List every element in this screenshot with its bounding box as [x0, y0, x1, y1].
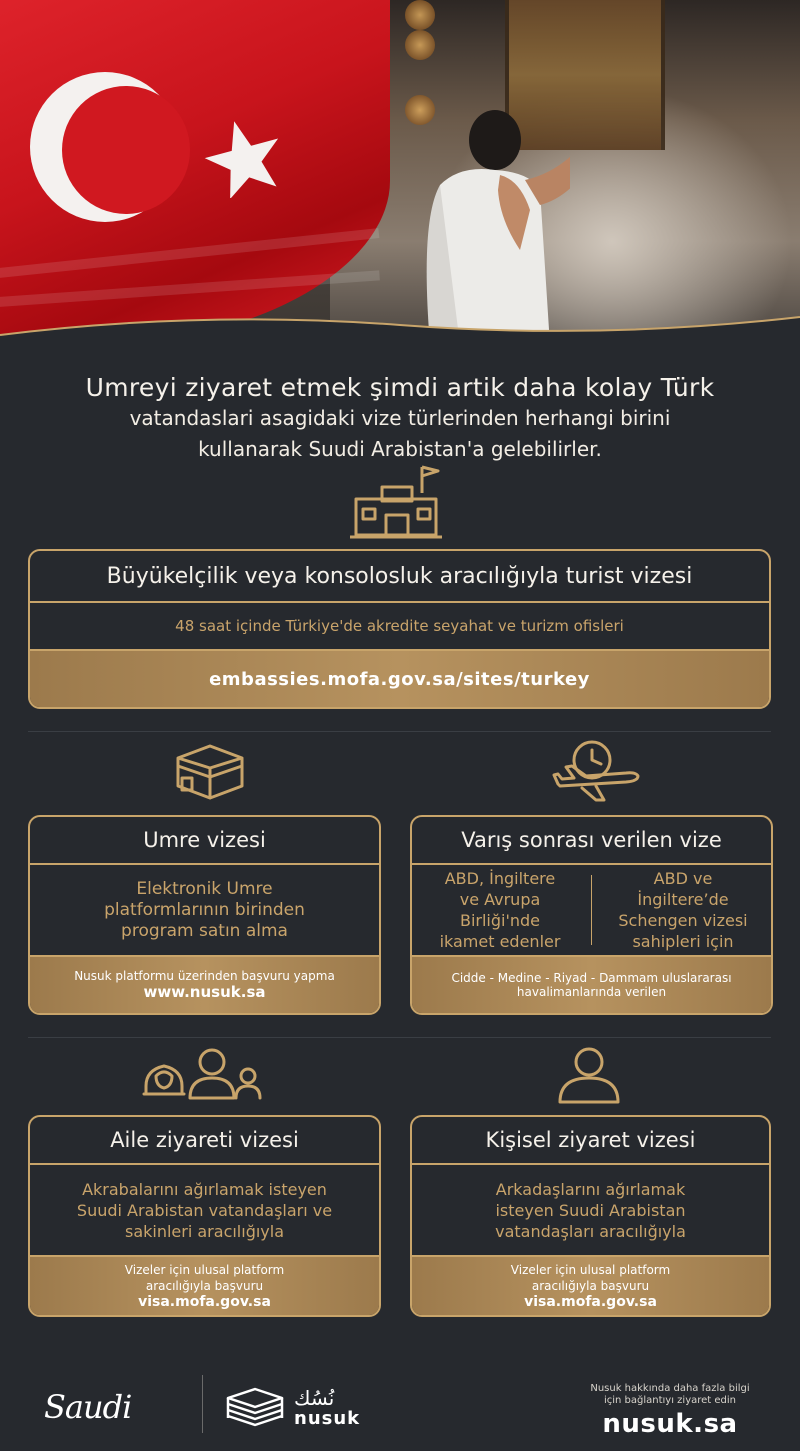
- arrival-right-line: Schengen vizesi: [618, 911, 748, 930]
- personal-foot-text: Vizeler için ulusal platform: [510, 1263, 671, 1277]
- umrah-body-line: program satın alma: [121, 920, 288, 941]
- headline-line-3: kullanarak Suudi Arabistan'a gelebilirler.: [198, 437, 602, 461]
- lamp: [405, 30, 435, 60]
- family-visa-title: Aile ziyareti vizesi: [30, 1117, 379, 1165]
- arrival-foot-text: Cidde - Medine - Riyad - Dammam uluslararası: [451, 971, 732, 985]
- umrah-visa-title: Umre vizesi: [30, 817, 379, 865]
- arrival-holders-column: [598, 868, 768, 952]
- family-visa-body: [30, 1165, 379, 1257]
- column-divider: [591, 875, 592, 945]
- umrah-body-line: Elektronik Umre: [136, 878, 273, 899]
- family-icon: [142, 1046, 266, 1102]
- nusuk-arabic-wordmark: نُسُك: [294, 1386, 335, 1410]
- arrival-right-line: ABD ve: [653, 869, 713, 888]
- headline-line-1: Umreyi ziyaret etmek şimdi artik daha kolay Türk: [85, 373, 715, 402]
- arrival-left-line: ve Avrupa: [459, 890, 541, 909]
- footer-info: [560, 1383, 780, 1439]
- family-visa-link[interactable]: visa.mofa.gov.sa: [138, 1294, 271, 1310]
- lamp: [405, 0, 435, 30]
- footer-separator: [202, 1375, 203, 1433]
- person-icon: [556, 1046, 622, 1104]
- umrah-visa-link[interactable]: www.nusuk.sa: [143, 983, 266, 1001]
- nusuk-site-link[interactable]: nusuk.sa: [602, 1409, 738, 1439]
- umrah-visa-footer: [30, 957, 379, 1013]
- personal-visa-body: [412, 1165, 769, 1257]
- arrival-visa-title: Varış sonrası verilen vize: [412, 817, 771, 865]
- nusuk-logo-icon: [224, 1386, 286, 1430]
- divider: [28, 1037, 771, 1038]
- headline-line-2: vatandaslari asagidaki vize türlerinden herhangi birini: [129, 406, 671, 430]
- umrah-foot-text: Nusuk platformu üzerinden başvuru yapma: [74, 969, 335, 983]
- personal-visa-box: [410, 1115, 771, 1317]
- family-body-line: Suudi Arabistan vatandaşları ve: [76, 1200, 333, 1220]
- arrival-right-line: İngiltere’de: [637, 890, 729, 909]
- embassy-building-icon: [346, 463, 446, 541]
- personal-body-line: Arkadaşlarını ağırlamak: [495, 1179, 686, 1199]
- hero-image: [0, 0, 800, 345]
- divider: [28, 731, 771, 732]
- family-foot-text: aracılığıyla başvuru: [145, 1279, 264, 1293]
- tourist-visa-title: Büyükelçilik veya konsolosluk aracılığıyla turist vizesi: [30, 551, 769, 603]
- family-foot-text: Vizeler için ulusal platform: [124, 1263, 285, 1277]
- tourist-visa-box: [28, 549, 771, 709]
- arrival-foot-text: havalimanlarında verilen: [516, 985, 667, 999]
- hero-wave: [0, 305, 800, 345]
- arrival-left-line: ABD, İngiltere: [444, 869, 556, 888]
- footer-info-line: için bağlantıyı ziyaret edin: [603, 1395, 737, 1406]
- personal-body-line: vatandaşları aracılığıyla: [495, 1221, 686, 1241]
- arrival-right-line: sahipleri için: [632, 932, 734, 951]
- umrah-visa-body: [30, 865, 379, 957]
- arrival-left-line: Birliği'nde: [459, 911, 541, 930]
- nusuk-wordmark: nusuk: [294, 1408, 361, 1429]
- personal-visa-title: Kişisel ziyaret vizesi: [412, 1117, 769, 1165]
- arrival-visa-body: [412, 865, 771, 957]
- star-icon: [204, 118, 284, 198]
- umrah-body-line: platformlarının birinden: [104, 899, 305, 920]
- personal-body-line: isteyen Suudi Arabistan: [495, 1200, 686, 1220]
- saudi-logo: Saudi: [44, 1388, 132, 1426]
- tourist-visa-link[interactable]: embassies.mofa.gov.sa/sites/turkey: [30, 651, 769, 707]
- arrival-visa-box: [410, 815, 773, 1015]
- tourist-visa-subtitle: 48 saat içinde Türkiye'de akredite seyahat ve turizm ofisleri: [30, 603, 769, 651]
- family-visa-box: [28, 1115, 381, 1317]
- arrival-left-line: ikamet edenler: [439, 932, 561, 951]
- personal-foot-text: aracılığıyla başvuru: [531, 1279, 650, 1293]
- umrah-visa-box: [28, 815, 381, 1015]
- family-body-line: sakinleri aracılığıyla: [124, 1221, 285, 1241]
- footer-info-line: Nusuk hakkında daha fazla bilgi: [590, 1383, 750, 1394]
- family-body-line: Akrabalarını ağırlamak isteyen: [82, 1179, 327, 1199]
- crescent-cut: [62, 86, 190, 214]
- clock-airplane-icon: [552, 738, 644, 804]
- kaaba-icon: [172, 740, 248, 802]
- personal-visa-link[interactable]: visa.mofa.gov.sa: [524, 1294, 657, 1310]
- personal-visa-footer: [412, 1257, 769, 1315]
- family-visa-footer: [30, 1257, 379, 1315]
- arrival-visa-footer: [412, 957, 771, 1013]
- arrival-residents-column: [415, 868, 585, 952]
- headline: [20, 372, 780, 465]
